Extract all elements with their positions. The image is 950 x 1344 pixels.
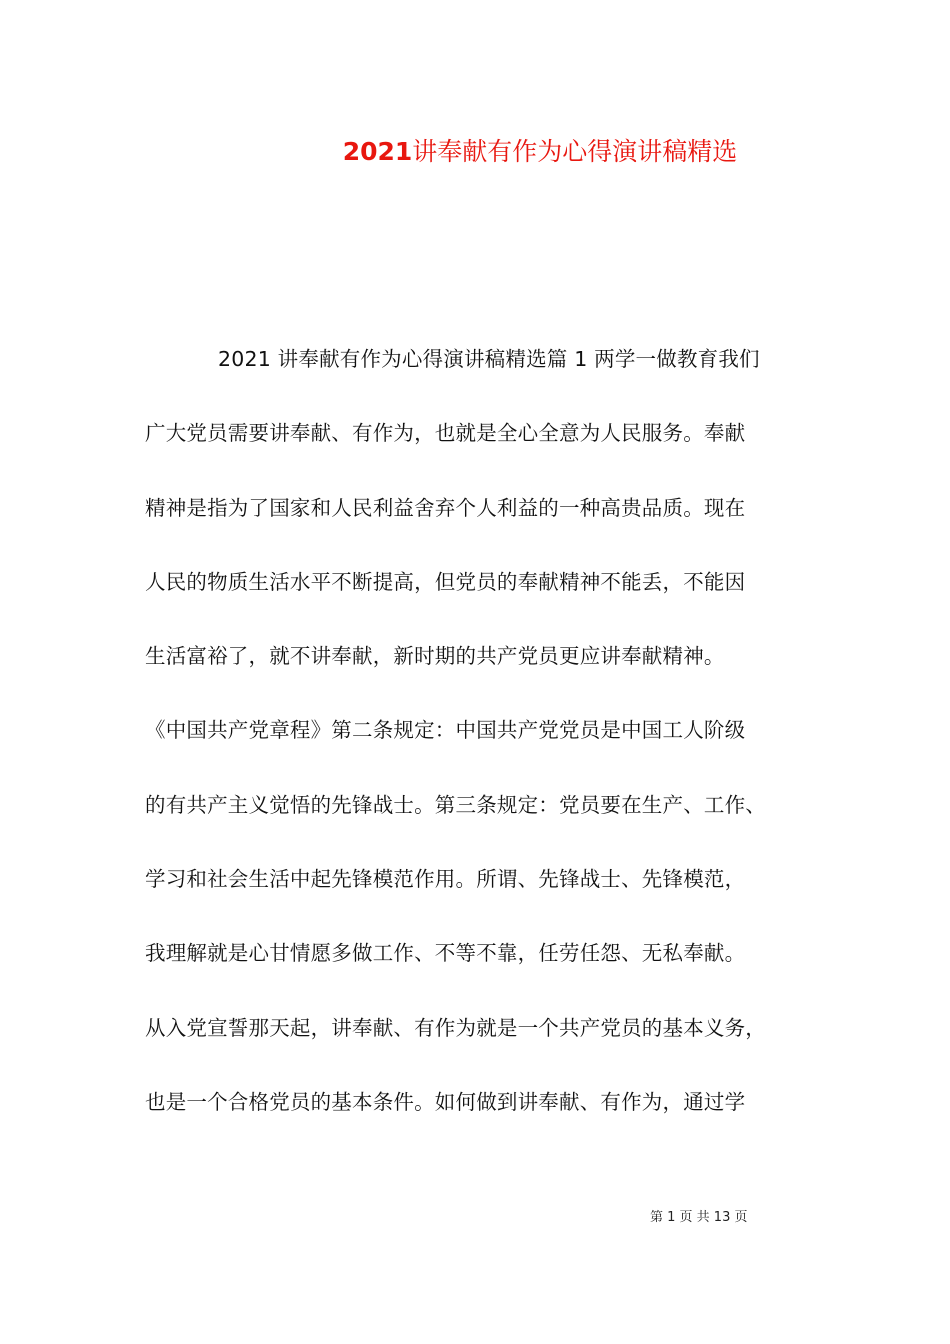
body-line: 2021 讲奉献有作为心得演讲稿精选篇 1 两学一做教育我们: [218, 347, 760, 371]
title-text: 讲奉献有作为心得演讲稿精选: [412, 137, 738, 166]
body-line: 也是一个合格党员的基本条件。如何做到讲奉献、有作为，通过学: [145, 1089, 746, 1114]
body-line: 学习和社会生活中起先锋模范作用。所谓、先锋战士、先锋模范，: [145, 867, 746, 892]
body-line: 的有共产主义觉悟的先锋战士。第三条规定：党员要在生产、工作、: [145, 792, 766, 817]
page-number-footer: 第 1 页 共 13 页: [650, 1210, 748, 1225]
body-line: 从入党宣誓那天起，讲奉献、有作为就是一个共产党员的基本义务，: [145, 1015, 766, 1040]
body-line: 精神是指为了国家和人民利益舍弃个人利益的一种高贵品质。现在: [145, 495, 746, 520]
document-title: [0, 132, 950, 172]
body-line: 我理解就是心甘情愿多做工作、不等不靠，任劳任怨、无私奉献。: [145, 941, 746, 966]
body-line: 生活富裕了，就不讲奉献，新时期的共产党员更应讲奉献精神。: [145, 644, 725, 669]
body-paragraph: [145, 342, 825, 1159]
body-line: 《中国共产党章程》第二条规定：中国共产党党员是中国工人阶级: [145, 718, 746, 743]
title-year: 2021: [342, 137, 413, 166]
body-line: 广大党员需要讲奉献、有作为，也就是全心全意为人民服务。奉献: [145, 421, 746, 446]
body-line: 人民的物质生活水平不断提高，但党员的奉献精神不能丢，不能因: [145, 569, 746, 594]
